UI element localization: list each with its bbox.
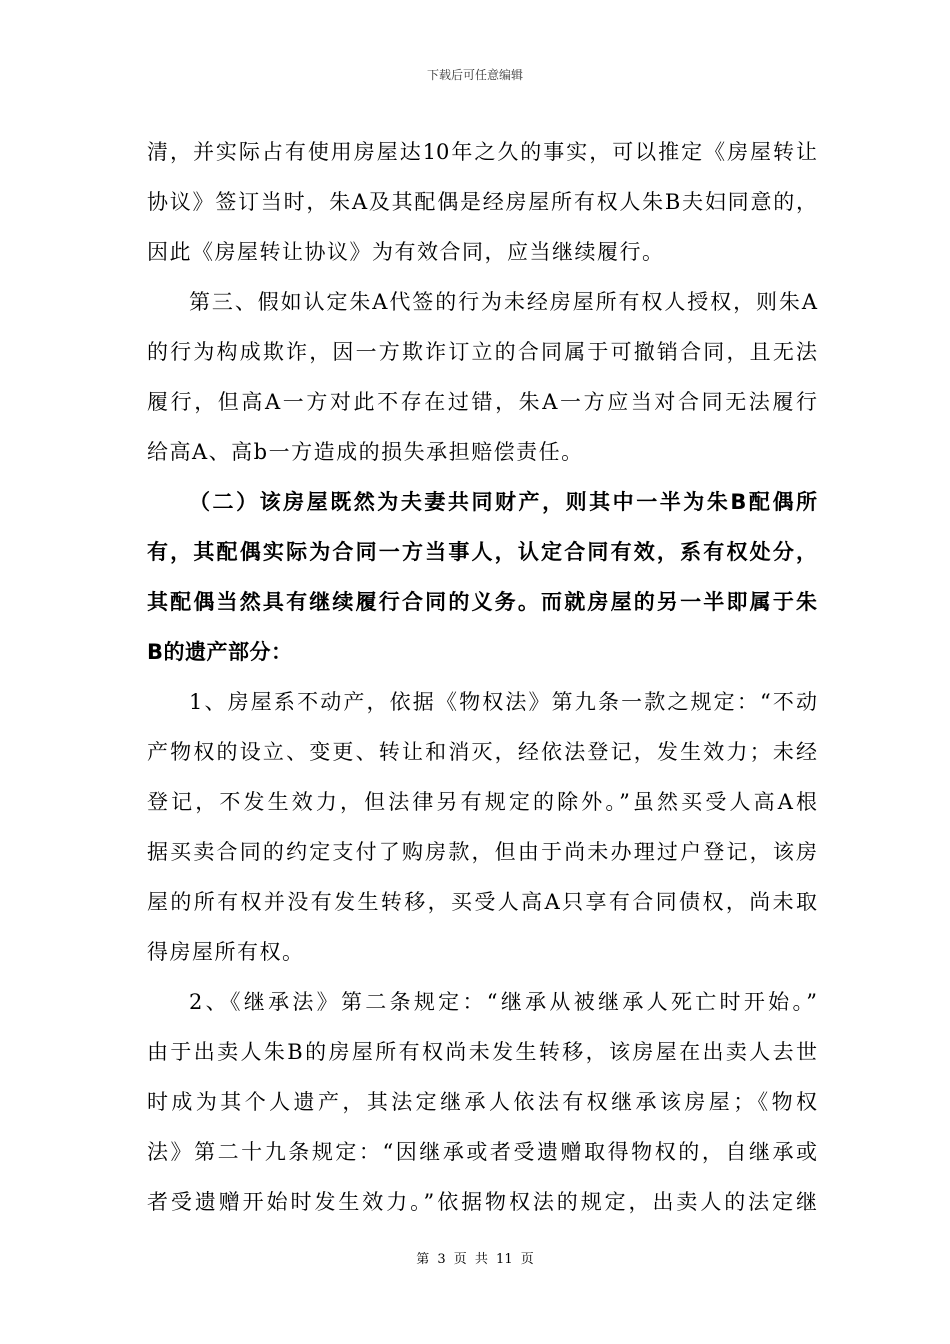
body-line: 据买卖合同的约定支付了购房款，但由于尚未办理过户登记，该房 [147,840,817,864]
body-line: 屋的所有权并没有发生转移，买受人高A只享有合同债权，尚未取 [147,890,817,914]
body-line: 第三、假如认定朱A代签的行为未经房屋所有权人授权，则朱A [189,290,817,314]
body-line: 履行，但高A一方对此不存在过错，朱A一方应当对合同无法履行 [147,390,817,414]
body-line: 的行为构成欺诈，因一方欺诈订立的合同属于可撤销合同，且无法 [147,340,817,364]
body-line: 者受遗赠开始时发生效力。”依据物权法的规定，出卖人的法定继 [147,1190,817,1214]
body-line: 产物权的设立、变更、转让和消灭，经依法登记，发生效力；未经 [147,740,817,764]
body-line: 法》第二十九条规定：“因继承或者受遗赠取得物权的，自继承或 [147,1140,817,1164]
body-line: 2、《继承法》第二条规定：“继承从被继承人死亡时开始。” [189,990,817,1014]
bold-heading-line: 其配偶当然具有继续履行合同的义务。而就房屋的另一半即属于朱 [147,590,817,614]
body-line: 由于出卖人朱B的房屋所有权尚未发生转移，该房屋在出卖人去世 [147,1040,817,1064]
body-line: 1、房屋系不动产，依据《物权法》第九条一款之规定：“不动 [189,690,817,714]
body-line: 时成为其个人遗产，其法定继承人依法有权继承该房屋；《物权 [147,1090,817,1114]
body-line: 因此《房屋转让协议》为有效合同，应当继续履行。 [147,240,665,264]
bold-heading-line: （二）该房屋既然为夫妻共同财产，则其中一半为朱B配偶所 [189,490,817,514]
body-line: 得房屋所有权。 [147,940,305,964]
bold-heading-line: 有，其配偶实际为合同一方当事人，认定合同有效，系有权处分， [147,540,817,564]
body-line: 清，并实际占有使用房屋达10年之久的事实，可以推定《房屋转让 [147,140,817,164]
body-line: 登记，不发生效力，但法律另有规定的除外。”虽然买受人高A根 [147,790,817,814]
page-footer: 第 3 页 共 11 页 [416,1252,534,1267]
body-line: 协议》签订当时，朱A及其配偶是经房屋所有权人朱B夫妇同意的， [147,190,817,214]
bold-heading-line: B的遗产部分： [147,640,293,664]
page-header: 下载后可任意编辑 [426,68,523,82]
body-line: 给高A、高b一方造成的损失承担赔偿责任。 [147,440,584,464]
